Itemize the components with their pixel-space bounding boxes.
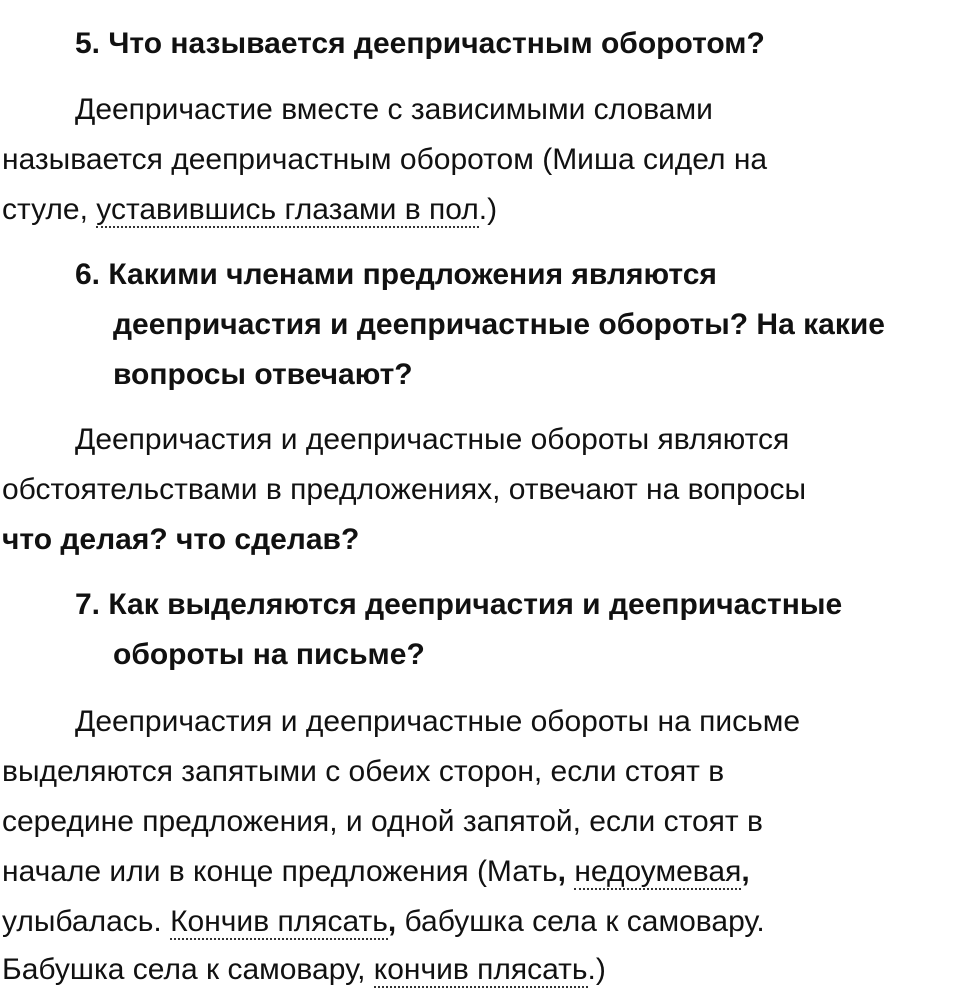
- question-5-heading: 5. Что называется деепричастным оборотом?: [75, 27, 765, 60]
- answer-7-line-3: середине предложения, и одной запятой, если стоят в: [2, 805, 763, 838]
- answer-7-line-6: [2, 950, 606, 990]
- answer-5-text: стуле,: [2, 193, 97, 226]
- answer-5-line-1: Деепричастие вместе с зависимыми словами: [75, 93, 713, 126]
- answer-7-text: Бабушка села к самовару,: [2, 953, 374, 986]
- question-7-heading-line-2: обороты на письме?: [113, 638, 425, 671]
- answer-7-text-end: .): [587, 953, 606, 986]
- question-7-heading-line-1: 7. Как выделяются деепричастия и деепричастные: [75, 588, 843, 621]
- answer-5-text-end: .): [478, 193, 498, 226]
- answer-7-text: начале или в конце предложения (Мать: [2, 855, 558, 888]
- example-underlined-phrase: недоумевая: [574, 855, 742, 888]
- bold-comma: ,: [557, 855, 567, 888]
- example-underlined-phrase: кончив плясать: [373, 953, 588, 986]
- bold-comma: ,: [741, 855, 750, 888]
- answer-7-line-4: [2, 852, 750, 892]
- answer-7-text: бабушка села к самовару.: [396, 905, 765, 938]
- answer-6-line-1: Деепричастия и деепричастные обороты являются: [75, 423, 790, 456]
- answer-7-line-1: Деепричастия и деепричастные обороты на письме: [75, 705, 801, 738]
- answer-7-line-2: выделяются запятыми с обеих сторон, если стоят в: [2, 755, 725, 788]
- answer-6-line-2: обстоятельствами в предложениях, отвечают на вопросы: [2, 473, 807, 506]
- question-6-heading-line-3: вопросы отвечают?: [113, 358, 413, 391]
- example-underlined-phrase: уставившись глазами в пол: [96, 193, 479, 226]
- answer-6-line-3: что делая? что сделав?: [2, 523, 360, 556]
- question-6-heading-line-1: 6. Какими членами предложения являются: [75, 258, 717, 291]
- answer-5-line-3: [2, 190, 497, 230]
- answer-7-line-5: [2, 902, 765, 942]
- example-underlined-phrase: Кончив плясать: [170, 905, 388, 938]
- answer-5-line-2: называется деепричастным оборотом (Миша сидел на: [2, 143, 768, 176]
- answer-7-text: улыбалась.: [2, 905, 171, 938]
- question-6-heading-line-2: деепричастия и деепричастные обороты? На какие: [113, 308, 885, 341]
- bold-comma: ,: [387, 905, 397, 938]
